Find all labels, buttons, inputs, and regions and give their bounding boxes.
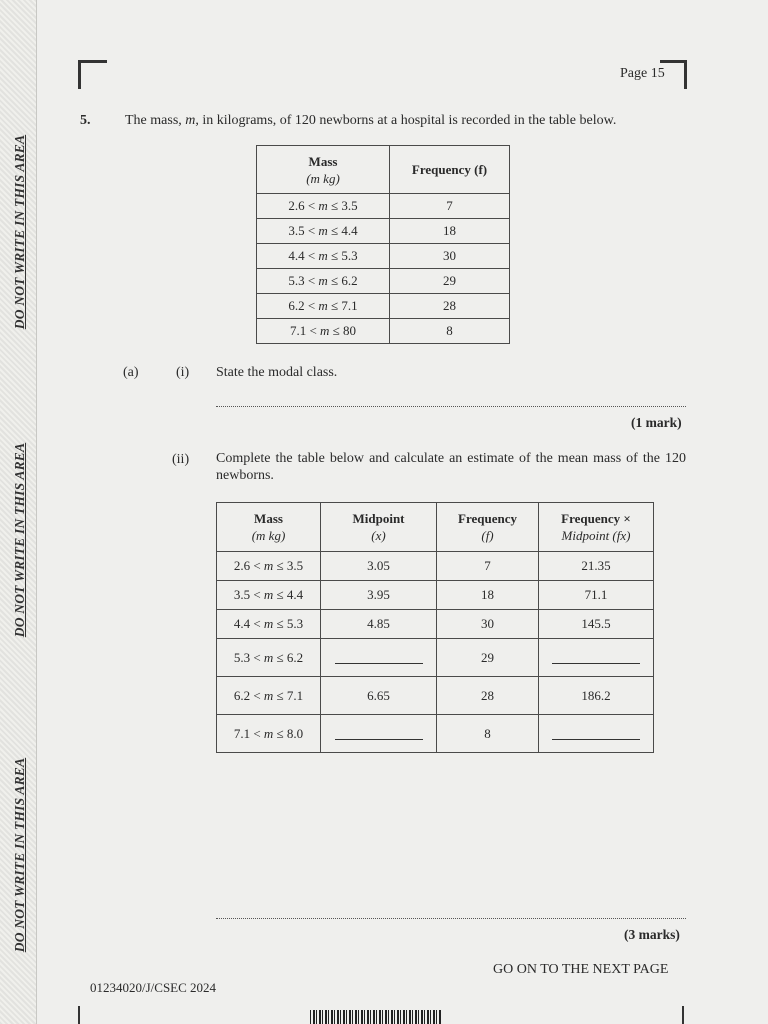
- frequency-cell: 7: [390, 194, 510, 219]
- part-ii-text: Complete the table below and calculate an estimate of the mean mass of the 120 newborns.: [216, 451, 686, 483]
- table-row: [257, 219, 510, 244]
- corner-mark-bottom-right: [682, 1006, 684, 1024]
- frequency-cell: 28: [437, 677, 539, 715]
- header-frequency: Frequency (f): [437, 503, 539, 552]
- part-a-label: (a): [123, 365, 139, 380]
- question-number: 5.: [80, 113, 91, 128]
- mass-cell: 4.4 < m ≤ 5.3: [257, 244, 390, 269]
- table-row: [217, 715, 654, 753]
- midpoint-answer-blank[interactable]: [335, 729, 423, 740]
- part-i-text: State the modal class.: [216, 365, 338, 380]
- fx-cell: 186.2: [539, 677, 654, 715]
- answer-line-ii[interactable]: [216, 918, 686, 919]
- midpoint-cell: 3.95: [321, 581, 437, 610]
- midpoint-cell: 3.05: [321, 552, 437, 581]
- frequency-cell: 8: [437, 715, 539, 753]
- frequency-cell: 30: [390, 244, 510, 269]
- table-row: [217, 581, 654, 610]
- midpoint-answer-blank[interactable]: [335, 653, 423, 664]
- paper-code: 01234020/J/CSEC 2024: [90, 980, 217, 995]
- mean-calculation-table: [216, 502, 654, 753]
- header-frequency-times-midpoint: Frequency × Midpoint (fx): [539, 503, 654, 552]
- frequency-table: [256, 145, 510, 344]
- part-i-label: (i): [176, 365, 190, 380]
- page-number: Page 15: [620, 66, 665, 81]
- midpoint-cell[interactable]: [321, 639, 437, 677]
- mass-cell: 7.1 < m ≤ 80: [257, 319, 390, 344]
- midpoint-cell: 4.85: [321, 610, 437, 639]
- table-row: [217, 552, 654, 581]
- table-row: [257, 319, 510, 344]
- table-row: [257, 244, 510, 269]
- header-midpoint: Midpoint (x): [321, 503, 437, 552]
- frequency-cell: 29: [390, 269, 510, 294]
- part-ii-label: (ii): [172, 452, 190, 467]
- mass-cell: 2.6 < m ≤ 3.5: [217, 552, 321, 581]
- mass-cell: 3.5 < m ≤ 4.4: [217, 581, 321, 610]
- frequency-cell: 18: [437, 581, 539, 610]
- fx-cell[interactable]: [539, 639, 654, 677]
- header-mass: Mass (m kg): [217, 503, 321, 552]
- table-row: [217, 610, 654, 639]
- header-mass: Mass (m kg): [257, 146, 390, 194]
- mass-cell: 5.3 < m ≤ 6.2: [257, 269, 390, 294]
- marks-i: (1 mark): [631, 415, 682, 430]
- mass-cell: 2.6 < m ≤ 3.5: [257, 194, 390, 219]
- frequency-cell: 29: [437, 639, 539, 677]
- corner-mark-bottom-left: [78, 1006, 80, 1024]
- fx-answer-blank[interactable]: [552, 653, 640, 664]
- question-text: The mass, m, in kilograms, of 120 newborns at a hospital is recorded in the table below.: [125, 113, 617, 128]
- fx-cell: 21.35: [539, 552, 654, 581]
- margin-strip: DO NOT WRITE IN THIS AREA DO NOT WRITE IN THIS AREA DO NOT WRITE IN THIS AREA: [0, 0, 37, 1024]
- table-row: [257, 269, 510, 294]
- midpoint-cell: 6.65: [321, 677, 437, 715]
- fx-cell: 71.1: [539, 581, 654, 610]
- table-header-row: [217, 503, 654, 552]
- mass-cell: 5.3 < m ≤ 6.2: [217, 639, 321, 677]
- mass-cell: 3.5 < m ≤ 4.4: [257, 219, 390, 244]
- table-row: [257, 194, 510, 219]
- mass-cell: 7.1 < m ≤ 8.0: [217, 715, 321, 753]
- answer-line-i[interactable]: [216, 406, 686, 407]
- frequency-cell: 18: [390, 219, 510, 244]
- marks-ii: (3 marks): [624, 927, 680, 942]
- corner-mark-top-left: [78, 60, 107, 89]
- fx-answer-blank[interactable]: [552, 729, 640, 740]
- fx-cell: 145.5: [539, 610, 654, 639]
- header-frequency: Frequency (f): [390, 146, 510, 194]
- table-header-row: [257, 146, 510, 194]
- fx-cell[interactable]: [539, 715, 654, 753]
- frequency-cell: 8: [390, 319, 510, 344]
- mass-cell: 6.2 < m ≤ 7.1: [257, 294, 390, 319]
- barcode: [310, 1010, 442, 1024]
- midpoint-cell[interactable]: [321, 715, 437, 753]
- go-on-notice: GO ON TO THE NEXT PAGE: [493, 962, 669, 977]
- frequency-cell: 30: [437, 610, 539, 639]
- table-row: [217, 677, 654, 715]
- table-row: [217, 639, 654, 677]
- frequency-cell: 28: [390, 294, 510, 319]
- frequency-cell: 7: [437, 552, 539, 581]
- mass-cell: 4.4 < m ≤ 5.3: [217, 610, 321, 639]
- table-row: [257, 294, 510, 319]
- mass-cell: 6.2 < m ≤ 7.1: [217, 677, 321, 715]
